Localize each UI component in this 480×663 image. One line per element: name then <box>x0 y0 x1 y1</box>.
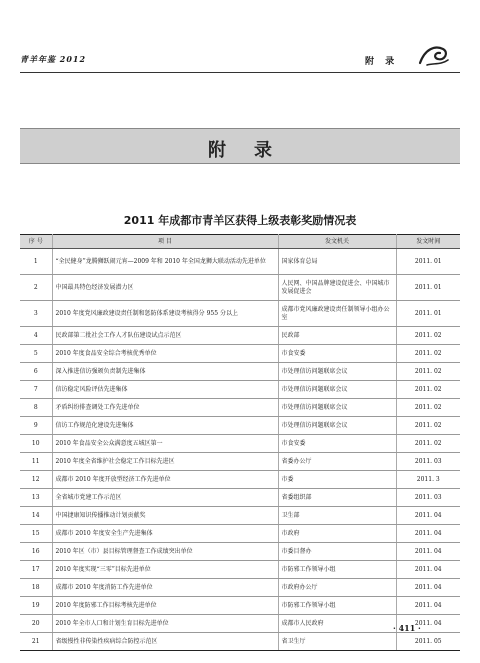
cell-item: 2010 年度防邪工作目标考核先进单位 <box>52 597 278 615</box>
cell-date: 2011. 01 <box>396 249 460 275</box>
header-rule <box>20 72 460 73</box>
table-row <box>20 417 460 435</box>
cell-item: 信访稳定风险评估先进集体 <box>52 381 278 399</box>
cell-item: 全省城市党建工作示范区 <box>52 489 278 507</box>
cell-seq: 10 <box>20 435 52 453</box>
table-row <box>20 597 460 615</box>
cell-item: 矛盾纠纷排查调处工作先进单位 <box>52 399 278 417</box>
cell-item: 2010 年全市人口和计划生育目标先进单位 <box>52 615 278 633</box>
cell-item: 民政部第二批社会工作人才队伍建设试点示范区 <box>52 327 278 345</box>
cell-seq: 12 <box>20 471 52 489</box>
cell-issuer: 国家体育总局 <box>278 249 396 275</box>
cell-date: 2011. 03 <box>396 489 460 507</box>
cell-item: 2010 年度党风廉政建设责任制和惩防体系建设考核得分 955 分以上 <box>52 301 278 327</box>
header-item: 项 目 <box>52 235 278 249</box>
cell-date: 2011. 01 <box>396 275 460 301</box>
cell-issuer: 市处理信访问题联席会议 <box>278 399 396 417</box>
cell-item: 成都市 2010 年度安全生产先进集体 <box>52 525 278 543</box>
table-row <box>20 453 460 471</box>
cell-item: 2010 年度全省维护社会稳定工作目标先进区 <box>52 453 278 471</box>
header-date: 发文时间 <box>396 235 460 249</box>
page-number: · 411 · <box>393 623 421 633</box>
cell-seq: 13 <box>20 489 52 507</box>
cell-date: 2011. 04 <box>396 561 460 579</box>
cell-seq: 9 <box>20 417 52 435</box>
table-row <box>20 363 460 381</box>
cell-issuer: 市政府 <box>278 525 396 543</box>
cell-issuer: 市食安委 <box>278 345 396 363</box>
cell-seq: 3 <box>20 301 52 327</box>
cell-issuer: 市政府办公厅 <box>278 579 396 597</box>
cell-item: 深入推进信访强颁负责制先进集体 <box>52 363 278 381</box>
table-row <box>20 543 460 561</box>
cell-item: 2010 年区（市）县目标管理督查工作成绩突出单位 <box>52 543 278 561</box>
cell-date: 2011. 05 <box>396 633 460 651</box>
cell-date: 2011. 02 <box>396 399 460 417</box>
cell-date: 2011. 02 <box>396 417 460 435</box>
cell-issuer: 市委目督办 <box>278 543 396 561</box>
cell-seq: 8 <box>20 399 52 417</box>
cell-date: 2011. 04 <box>396 507 460 525</box>
cell-issuer: 省卫生厅 <box>278 633 396 651</box>
table-row <box>20 249 460 275</box>
cell-date: 2011. 02 <box>396 327 460 345</box>
cell-item: 中国最具特色经济发展潜力区 <box>52 275 278 301</box>
table-row <box>20 561 460 579</box>
cell-issuer: 人民网、中国品牌建设促进会、中国城市发展促进会 <box>278 275 396 301</box>
appendix-banner <box>20 128 460 164</box>
cell-date: 2011. 04 <box>396 597 460 615</box>
cell-date: 2011. 02 <box>396 345 460 363</box>
cell-seq: 20 <box>20 615 52 633</box>
cell-date: 2011. 3 <box>396 471 460 489</box>
table-row <box>20 489 460 507</box>
cell-item: 2010 年度食品安全综合考核优秀单位 <box>52 345 278 363</box>
cell-date: 2011. 04 <box>396 579 460 597</box>
cell-item: 中国捷康知识传播推动计划贡献奖 <box>52 507 278 525</box>
cell-seq: 16 <box>20 543 52 561</box>
cell-item: “全民健身”龙腾狮跃闹元宵—2009 年和 2010 年全国龙狮大联动活动先进单位 <box>52 249 278 275</box>
cell-issuer: 成都市党风廉政建设责任制领导小组办公室 <box>278 301 396 327</box>
cell-date: 2011. 04 <box>396 615 460 633</box>
table-title: 2011 年成都市青羊区获得上级表彰奖励情况表 <box>123 214 357 227</box>
table-row <box>20 471 460 489</box>
table-row <box>20 579 460 597</box>
cell-seq: 4 <box>20 327 52 345</box>
table-row <box>20 327 460 345</box>
cell-date: 2011. 03 <box>396 453 460 471</box>
cell-issuer: 成都市人民政府 <box>278 615 396 633</box>
cell-seq: 11 <box>20 453 52 471</box>
table-row <box>20 381 460 399</box>
cell-seq: 5 <box>20 345 52 363</box>
cell-issuer: 民政部 <box>278 327 396 345</box>
cell-seq: 21 <box>20 633 52 651</box>
cell-seq: 6 <box>20 363 52 381</box>
cell-date: 2011. 02 <box>396 435 460 453</box>
header-seq: 序 号 <box>20 235 52 249</box>
table-row <box>20 633 460 651</box>
cell-item: 2010 年食品安全公众满意度五城区第一 <box>52 435 278 453</box>
cell-seq: 15 <box>20 525 52 543</box>
cell-seq: 18 <box>20 579 52 597</box>
awards-table <box>20 234 460 651</box>
table-header-row <box>20 235 460 249</box>
cell-item: 成都市 2010 年度开放型经济工作先进单位 <box>52 471 278 489</box>
cell-issuer: 市防邪工作领导小组 <box>278 561 396 579</box>
cell-issuer: 市食安委 <box>278 435 396 453</box>
table-row <box>20 345 460 363</box>
cell-issuer: 市处理信访问题联席会议 <box>278 363 396 381</box>
cell-issuer: 省委组织部 <box>278 489 396 507</box>
cell-date: 2011. 02 <box>396 381 460 399</box>
cell-seq: 2 <box>20 275 52 301</box>
cell-issuer: 市处理信访问题联席会议 <box>278 417 396 435</box>
cell-seq: 17 <box>20 561 52 579</box>
table-row <box>20 399 460 417</box>
cell-date: 2011. 01 <box>396 301 460 327</box>
cell-issuer: 市处理信访问题联席会议 <box>278 381 396 399</box>
table-row <box>20 525 460 543</box>
cell-seq: 1 <box>20 249 52 275</box>
banner-title: 附录 <box>208 140 300 161</box>
cell-seq: 14 <box>20 507 52 525</box>
running-header-left: 青羊年鉴 2012 <box>20 54 87 64</box>
cell-date: 2011. 04 <box>396 543 460 561</box>
header-issuer: 发文机关 <box>278 235 396 249</box>
cell-issuer: 省委办公厅 <box>278 453 396 471</box>
table-row <box>20 435 460 453</box>
table-row <box>20 275 460 301</box>
table-row <box>20 301 460 327</box>
cell-issuer: 市委 <box>278 471 396 489</box>
cell-item: 成都市 2010 年度消防工作先进单位 <box>52 579 278 597</box>
cell-item: 省级慢性非传染性疾病综合防控示范区 <box>52 633 278 651</box>
swirl-ornament-icon <box>417 41 451 67</box>
cell-issuer: 市防邪工作领导小组 <box>278 597 396 615</box>
cell-seq: 7 <box>20 381 52 399</box>
running-header-right: 附 录 <box>365 57 399 67</box>
cell-date: 2011. 02 <box>396 363 460 381</box>
cell-date: 2011. 04 <box>396 525 460 543</box>
cell-item: 2010 年度实现“三零”目标先进单位 <box>52 561 278 579</box>
cell-seq: 19 <box>20 597 52 615</box>
table-row <box>20 507 460 525</box>
cell-item: 信访工作规范化建设先进集体 <box>52 417 278 435</box>
cell-issuer: 卫生部 <box>278 507 396 525</box>
